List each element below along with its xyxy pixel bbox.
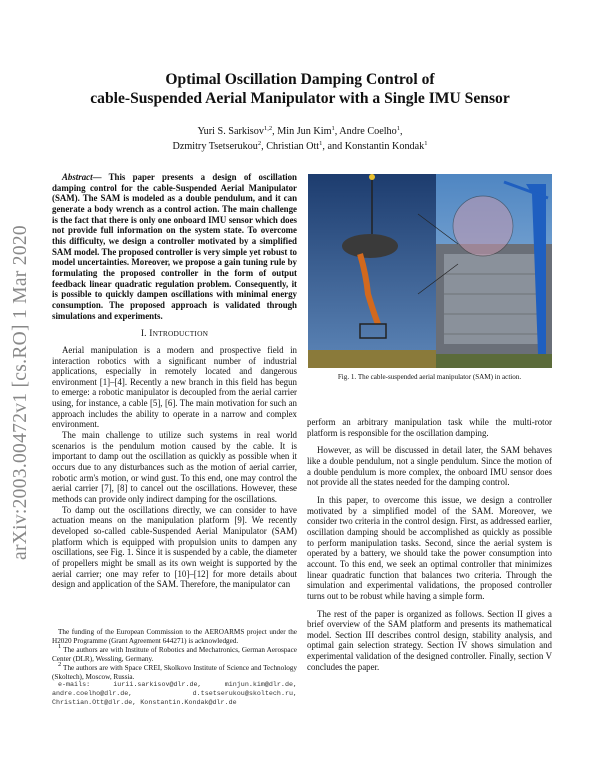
arxiv-stamp: arXiv:2003.00472v1 [cs.RO] 1 Mar 2020 bbox=[10, 225, 31, 560]
paragraph: In this paper, to overcome this issue, we design a controller motivated by a simplified model of the SAM. Moreover, we consider two criteria in the control design. First, as addressed earlier, oscillation damping should be accomplished as quickly as possible to perform manipulation tasks. Second, since the aerial system is operated by a battery, we should take the power consumption into account. To this end, we seek an optimal controller that minimizes linear quadratic function that balances two criteria. Through the simulation and experimental validations, the proposed controller turns out to be robust while having a simple form. bbox=[307, 494, 552, 601]
footnotes bbox=[52, 628, 297, 708]
abstract-text: — This paper presents a design of oscillation damping control for the cable-Suspended Aerial Manipulator (SAM). The SAM is modeled as a double pendulum, and it can generate a body wrench as a control action. The main challenge is the fact that there is only one onboard IMU sensor which does not provide full information on the system state. To overcome this difficulty, we design a controller motivated by a simplified SAM model. The proposed controller is very simple yet robust to model uncertainties. Moreover, we propose a gain tuning rule by formulating the proposed controller in the form of output feedback linear quadratic regulation problem. Consequently, it is possible to quickly dampen oscillations with minimal energy consumption. The proposed approach is validated through simulations and experiments. bbox=[52, 172, 297, 321]
abstract bbox=[52, 172, 297, 321]
abstract-label: Abstract bbox=[62, 172, 93, 182]
right-column bbox=[307, 417, 552, 679]
affiliation-mark: 1 bbox=[319, 140, 323, 147]
paragraph: The rest of the paper is organized as follows. Section II gives a brief overview of the SAM platform and presents its mathematical model. Section III describes control design, stability analysis, and optimal gain selection strategy. Section IV shows simulation and experimental validation of the designed controller. Finally, section V concludes the paper. bbox=[307, 608, 552, 672]
author: Yuri S. Sarkisov bbox=[197, 126, 264, 137]
figure-caption: Fig. 1. The cable-suspended aerial manipulator (SAM) in action. bbox=[337, 373, 522, 381]
section-heading: I. INTRODUCTION bbox=[140, 329, 209, 340]
email-list: e-mails: iurii.sarkisov@dlr.de, minjun.kim@dlr.de, andre.coelho@dlr.de, d.tsetserukou@skoltech.ru, Christian.Ott@dlr.de, Konstantin.Kondak@dlr.de bbox=[52, 681, 297, 708]
paragraph: The main challenge to utilize such systems in real world scenarios is the pendulum motion caused by the cable. It is important to damp out the oscillation as quickly as possible when it occurs due to any disturbances such as the motion of aerial carrier, robotic arm's motion, or wind gust. To this end, one may control the aerial carrier [7], [8] to cancel out the oscillations. However, these methods can provide only indirect damping for the oscillations. bbox=[52, 430, 297, 505]
affiliation-mark: 1 bbox=[424, 140, 428, 147]
paragraph: Aerial manipulation is a modern and prospective field in interaction robotics with a significant number of industrial applications, especially in remotely located and dangerous environment [1]–[4]. Recently a new branch in this field has begun to emerge: a robotic manipulator is decoupled from the aerial carrier using, for instance, a cable [5], [6]. The main motivation for such an approach includes the ability to operate in a narrow and complex environment. bbox=[52, 344, 297, 430]
title-line-1: Optimal Oscillation Damping Control of bbox=[165, 71, 435, 88]
author: , Min Jun Kim bbox=[272, 126, 332, 137]
affiliation-mark: 1 bbox=[396, 125, 400, 132]
title-line-2: cable-Suspended Aerial Manipulator with a Single IMU Sensor bbox=[90, 90, 510, 107]
affiliation-note-1: $^1$ The authors are with Institute of Robotics and Mechatronics, German Aerospace Center (DLR), Wessling, Germany. bbox=[52, 642, 297, 663]
paragraph: However, as will be discussed in detail later, the SAM behaves like a double pendulum, not a single pendulum. Since the motion of a double pendulum is more complex, the onboard IMU sensor does not provide all the states needed for the damping control. bbox=[307, 445, 552, 488]
paragraph: To damp out the oscillations directly, we can consider to have actuation means on the manipulation platform [9]. We recently developed so-called cable-Suspended Aerial Manipulator (SAM) platform which is equipped with propulsion units to dampen any oscillations, see Fig. 1. Since it is suspended by a cable, the diameter of propellers might be small as its own weight is supported by the aerial carrier; one may refer to [10]–[12] for more details about design and application of the SAM. Therefore, the manipulator can bbox=[52, 504, 297, 590]
figure-1-photo bbox=[308, 174, 552, 368]
author-list bbox=[0, 124, 600, 154]
left-column bbox=[52, 172, 297, 590]
paper-title bbox=[0, 70, 600, 108]
separator: , bbox=[400, 126, 403, 137]
author: Dzmitry Tsetserukou bbox=[172, 141, 258, 152]
author: , Andre Coelho bbox=[334, 126, 397, 137]
affiliation-mark: 1,2 bbox=[263, 125, 273, 132]
author: , Christian Ott bbox=[261, 141, 320, 152]
author: , and Konstantin Kondak bbox=[322, 141, 425, 152]
funding-note: The funding of the European Commission to the AEROARMS project under the H2020 Programme (Grant Agreement 644271) is acknowledged. bbox=[52, 628, 297, 645]
paragraph: perform an arbitrary manipulation task while the multi-rotor platform is responsible for the oscillation damping. bbox=[307, 417, 552, 438]
affiliation-note-2: $^2$ The authors are with Space CREI, Skolkovo Institute of Science and Technology (Skoltech), Moscow, Russia. bbox=[52, 660, 297, 681]
affiliation-mark: 1 bbox=[331, 125, 335, 132]
affiliation-mark: 2 bbox=[257, 140, 262, 147]
